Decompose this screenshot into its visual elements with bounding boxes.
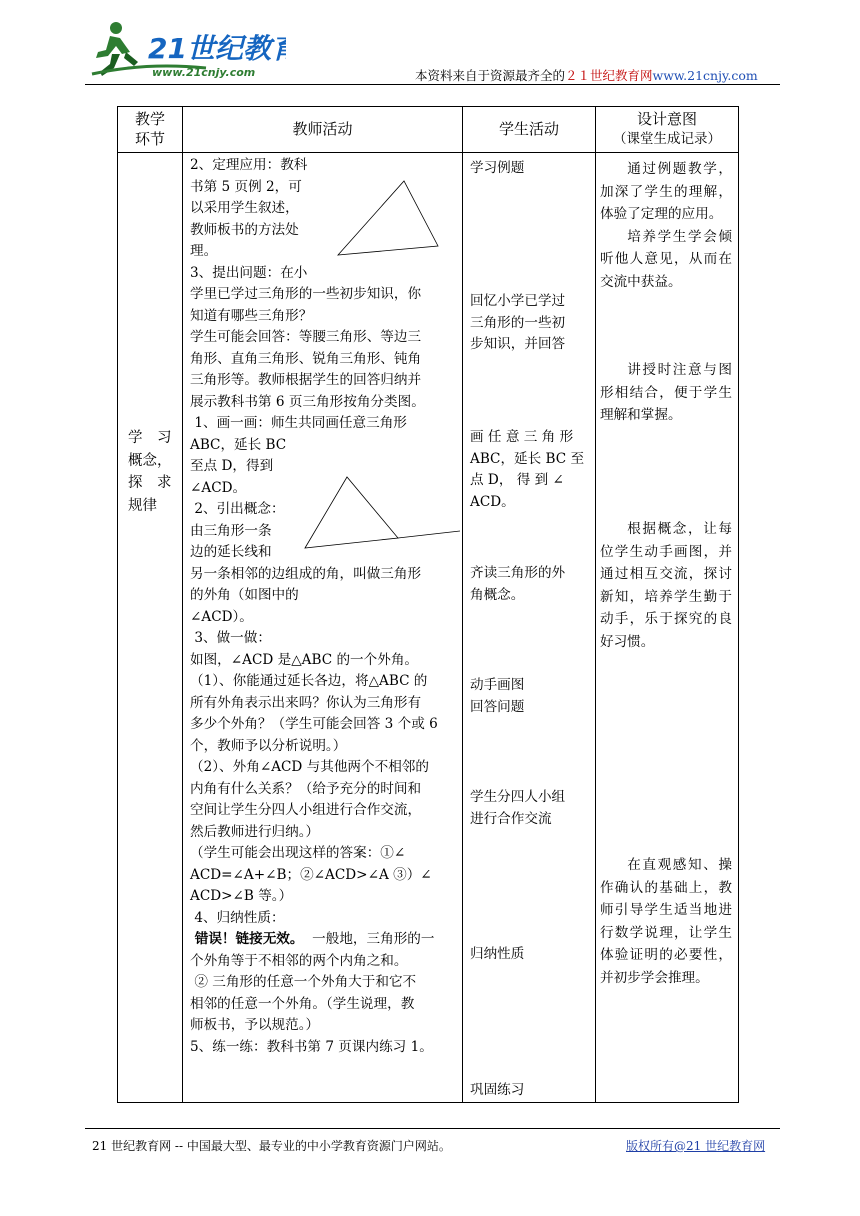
teacher-line: （2）、外角∠ACD 与其他两个不相邻的: [190, 759, 429, 775]
teacher-line: 5、练一练：教科书第 7 页课内练习 1。: [190, 1038, 433, 1055]
teacher-line: 如图，∠ACD 是△ABC 的一个外角。: [190, 651, 418, 668]
teacher-line: ABC，延长 BC: [190, 436, 287, 453]
teacher-line: 书第 5 页例 2，可: [190, 178, 302, 195]
source-site: ２１世纪教育网: [565, 68, 653, 83]
intent-block: [600, 854, 732, 989]
student-line: 齐读三角形的外: [470, 565, 566, 581]
teacher-line: 4、归纳性质：: [190, 909, 285, 926]
student-activity-block: [470, 291, 588, 356]
student-line: 画 任 意 三 角 形: [470, 429, 574, 445]
student-line: 回忆小学已学过: [470, 293, 566, 309]
stage-label: 学 习 概念， 探 求 规律: [128, 430, 172, 514]
teacher-line: ② 三角形的任意一个外角大于和它不: [190, 974, 417, 990]
teacher-line: （1）、你能通过延长各边，将△ABC 的: [190, 673, 428, 689]
student-line: 回答问题: [470, 698, 525, 715]
teacher-line: ACD=∠A+∠B；②∠ACD>∠A ③）∠: [190, 866, 432, 883]
student-activity-block: [470, 944, 588, 966]
teacher-line: 学生可能会回答：等腰三角形、等边三: [190, 329, 422, 345]
teacher-line: 由三角形一条: [190, 522, 272, 539]
svg-text:21世纪教育: 21世纪教育: [148, 32, 286, 65]
teacher-line: 所有外角表示出来吗？你认为三角形有: [190, 694, 422, 711]
intent-paragraph: 讲授时注意与图形相结合，便于学生理解和掌握。: [600, 362, 732, 423]
teacher-line: （学生可能会出现这样的答案：①∠: [190, 845, 406, 861]
error-link-text: 错误！链接无效。: [190, 931, 304, 947]
intent-block: [600, 518, 732, 653]
footer-copyright-link[interactable]: 版权所有@21 世纪教育网: [626, 1139, 766, 1153]
header-stage: 教学 环节: [134, 110, 165, 148]
teacher-line: ∠ACD。: [190, 479, 247, 496]
teacher-line: 知道有哪些三角形？: [190, 307, 313, 324]
triangle-figure-2: [300, 472, 465, 554]
teacher-line: 内角有什么关系？（给予充分的时间和: [190, 780, 422, 797]
teacher-line: 1、画一画：师生共同画任意三角形: [190, 415, 407, 431]
student-line: 学生分四人小组: [470, 789, 566, 805]
student-activity-block: [470, 675, 588, 718]
teacher-line: 展示教科书第 6 页三角形按角分类图。: [190, 393, 425, 410]
teacher-line: 理。: [190, 243, 218, 259]
teacher-line: 至点 D，得到: [190, 458, 274, 474]
intent-block: [600, 359, 732, 427]
teacher-line: 空间让学生分四人小组进行合作交流，: [190, 802, 422, 818]
intent-paragraph: 根据概念，让每位学生动手画图，并通过相互交流，探讨新知，培养学生勤于动手，乐于探究的良好习惯。: [600, 521, 732, 650]
teacher-line: 三角形等。教师根据学生的回答归纳并: [190, 372, 422, 388]
teacher-line: 以采用学生叙述，: [190, 200, 299, 216]
source-note: [415, 66, 758, 84]
runner-logo-icon: [86, 18, 286, 82]
teacher-line: 错误！链接无效。 一般地，三角形的一: [190, 931, 435, 947]
teacher-line: 2、引出概念：: [190, 501, 285, 517]
intent-paragraph: 培养学生学会倾听他人意见，从而在交流中获益。: [600, 228, 732, 290]
teacher-line: 相邻的任意一个外角。（学生说理，教: [190, 995, 415, 1012]
student-line: 巩固练习: [470, 1082, 525, 1098]
intent-block: [600, 158, 732, 293]
footer-site-desc: 21 世纪教育网 -- 中国最大型、最专业的中小学教育资源门户网站。: [92, 1139, 451, 1153]
student-activity-block: [470, 787, 588, 830]
header-divider: [85, 84, 780, 85]
header-student: 学生活动: [498, 120, 559, 138]
teacher-line: 教师板书的方法处: [190, 221, 299, 238]
svg-text:www.21cnjy.com: www.21cnjy.com: [152, 66, 256, 79]
student-line: 点 D， 得 到 ∠: [470, 472, 564, 488]
teacher-line: 3、提出问题：在小: [190, 264, 308, 281]
student-line: ACD。: [470, 493, 515, 510]
footer-divider: [85, 1128, 780, 1129]
student-line: 进行合作交流: [470, 810, 552, 827]
header-intent: 设计意图 （课堂生成记录）: [613, 110, 721, 147]
teacher-line: 然后教师进行归纳。）: [190, 823, 320, 840]
teacher-line: 边的延长线和: [190, 544, 272, 560]
source-url-link[interactable]: www.21cnjy.com: [652, 68, 758, 83]
source-prefix: 本资料来自于资源最齐全的: [415, 68, 566, 83]
teacher-line: ACD>∠B 等。）: [190, 888, 293, 904]
teacher-line: 的外角（如图中的: [190, 587, 299, 603]
teacher-line: 多少个外角？（学生可能会回答 3 个或 6: [190, 716, 438, 732]
site-logo: [86, 18, 286, 82]
intent-paragraph: 在直观感知、操作确认的基础上，教师引导学生适当地进行数学说理，让学生体验证明的必要性，并初步学会推理。: [600, 857, 732, 986]
student-activity-block: [470, 1080, 588, 1102]
triangle-figure-1: [335, 175, 445, 260]
teacher-line: 师板书，予以规范。）: [190, 1017, 320, 1033]
teacher-line: 个，教师予以分析说明。）: [190, 737, 347, 754]
student-activity-block: [470, 158, 588, 180]
student-activity-block: [470, 427, 588, 513]
student-line: ABC，延长 BC 至: [470, 450, 585, 467]
teacher-line: 角形、直角三角形、锐角三角形、钝角: [190, 350, 422, 367]
teacher-line: 另一条相邻的边组成的角，叫做三角形: [190, 565, 422, 582]
student-line: 归纳性质: [470, 946, 525, 962]
teacher-line: ∠ACD）。: [190, 608, 253, 625]
student-line: 角概念。: [470, 586, 525, 603]
header-teacher: 教师活动: [292, 120, 353, 138]
intent-paragraph: 通过例题教学，加深了学生的理解，体验了定理的应用。: [600, 161, 732, 222]
student-line: 三角形的一些初: [470, 314, 566, 331]
teacher-activity: [190, 155, 462, 1058]
student-line: 步知识，并回答: [470, 336, 566, 352]
student-line: 动手画图: [470, 677, 525, 693]
teacher-line: 个外角等于不相邻的两个内角之和。: [190, 952, 408, 969]
teacher-line: 学里已学过三角形的一些初步知识，你: [190, 286, 422, 302]
teacher-line: 3、做一做：: [190, 630, 271, 646]
student-activity-block: [470, 563, 588, 606]
teacher-line: 2、定理应用：教科: [190, 157, 308, 173]
student-line: 学习例题: [470, 160, 525, 176]
